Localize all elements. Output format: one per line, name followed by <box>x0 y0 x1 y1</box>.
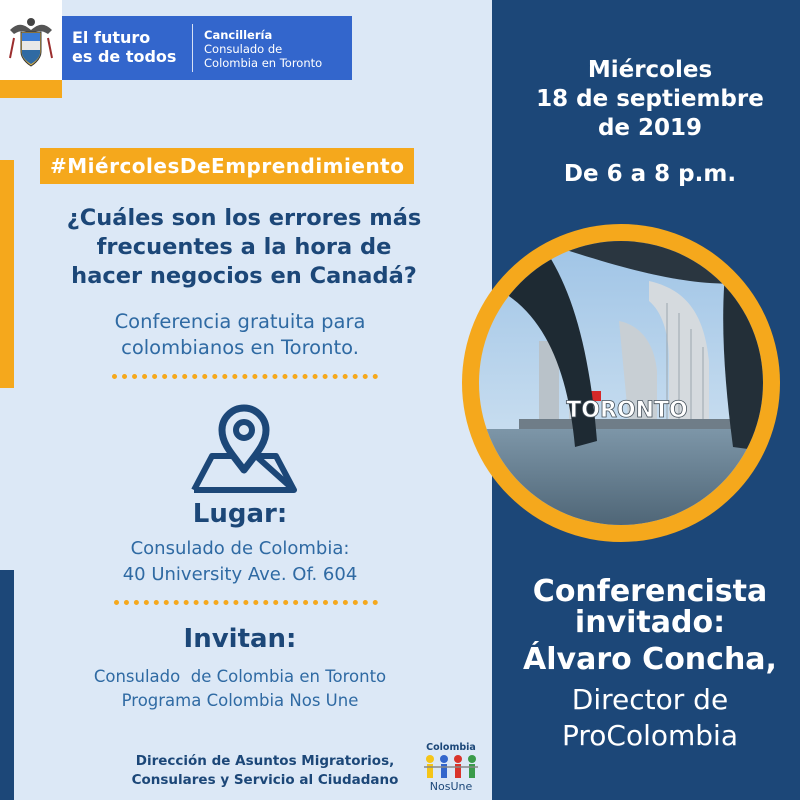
date-line: Miércoles <box>587 57 713 83</box>
consulate-entity <box>204 28 349 70</box>
hosts-heading: Invitan: <box>183 624 297 654</box>
speaker-heading-line: invitado: <box>574 605 726 640</box>
toronto-city-hall-photo <box>479 241 763 525</box>
coat-of-arms-box <box>0 0 62 80</box>
speaker-role <box>500 682 800 754</box>
slogan-line: es de todos <box>72 47 177 66</box>
logo-top-text: Colombia <box>426 742 476 753</box>
headline-line: frecuentes a la hora de <box>96 234 392 260</box>
hashtag-badge: #MiércolesDeEmprendimiento <box>40 148 414 184</box>
entity-line: Colombia en Toronto <box>204 56 323 70</box>
government-slogan <box>72 28 190 66</box>
dotted-divider <box>114 600 378 605</box>
venue-address <box>40 536 440 588</box>
subtitle <box>40 309 440 361</box>
side-accent-bar-bottom <box>0 570 14 800</box>
host-line: Programa Colombia Nos Une <box>121 691 359 710</box>
event-time: De 6 a 8 p.m. <box>563 161 737 187</box>
footer-line: Dirección de Asuntos Migratorios, <box>135 753 395 769</box>
speaker-heading-line: Conferencista <box>532 574 768 609</box>
date-line: de 2019 <box>597 115 703 141</box>
speaker-name: Álvaro Concha, <box>523 642 777 677</box>
host-line: Consulado de Colombia en Toronto <box>93 667 387 686</box>
government-banner <box>62 16 352 80</box>
colombia-nos-une-logo <box>420 742 482 798</box>
speaker-heading <box>500 576 800 638</box>
venue-line: Consulado de Colombia: <box>130 538 350 559</box>
venue-heading: Lugar: <box>192 499 288 529</box>
subtitle-line: colombianos en Toronto. <box>121 336 359 359</box>
hosts-list <box>40 665 440 713</box>
slogan-line: El futuro <box>72 28 151 47</box>
speaker-role-line: ProColombia <box>562 719 738 752</box>
venue-line: 40 University Ave. Of. 604 <box>122 564 358 585</box>
toronto-sign: TORONTO <box>566 398 688 423</box>
entity-line: Cancillería <box>204 28 273 42</box>
event-date <box>500 56 800 143</box>
location-map-pin-icon <box>188 400 300 500</box>
nos-une-people-icon <box>420 753 482 783</box>
footer-line: Consulares y Servicio al Ciudadano <box>131 772 399 788</box>
headline-line: ¿Cuáles son los errores más <box>66 205 422 231</box>
logo-bottom-text: NosUne <box>429 780 473 793</box>
headline-question <box>24 204 464 291</box>
footer-department <box>110 752 420 790</box>
date-line: 18 de septiembre <box>536 86 764 112</box>
entity-line: Consulado de <box>204 42 283 56</box>
headline-line: hacer negocios en Canadá? <box>71 263 417 289</box>
speaker-role-line: Director de <box>571 683 729 716</box>
dotted-divider <box>112 374 378 379</box>
banner-divider <box>192 24 193 72</box>
side-accent-bar <box>0 160 14 388</box>
subtitle-line: Conferencia gratuita para <box>114 310 366 333</box>
colombia-coat-of-arms-icon <box>0 0 62 80</box>
